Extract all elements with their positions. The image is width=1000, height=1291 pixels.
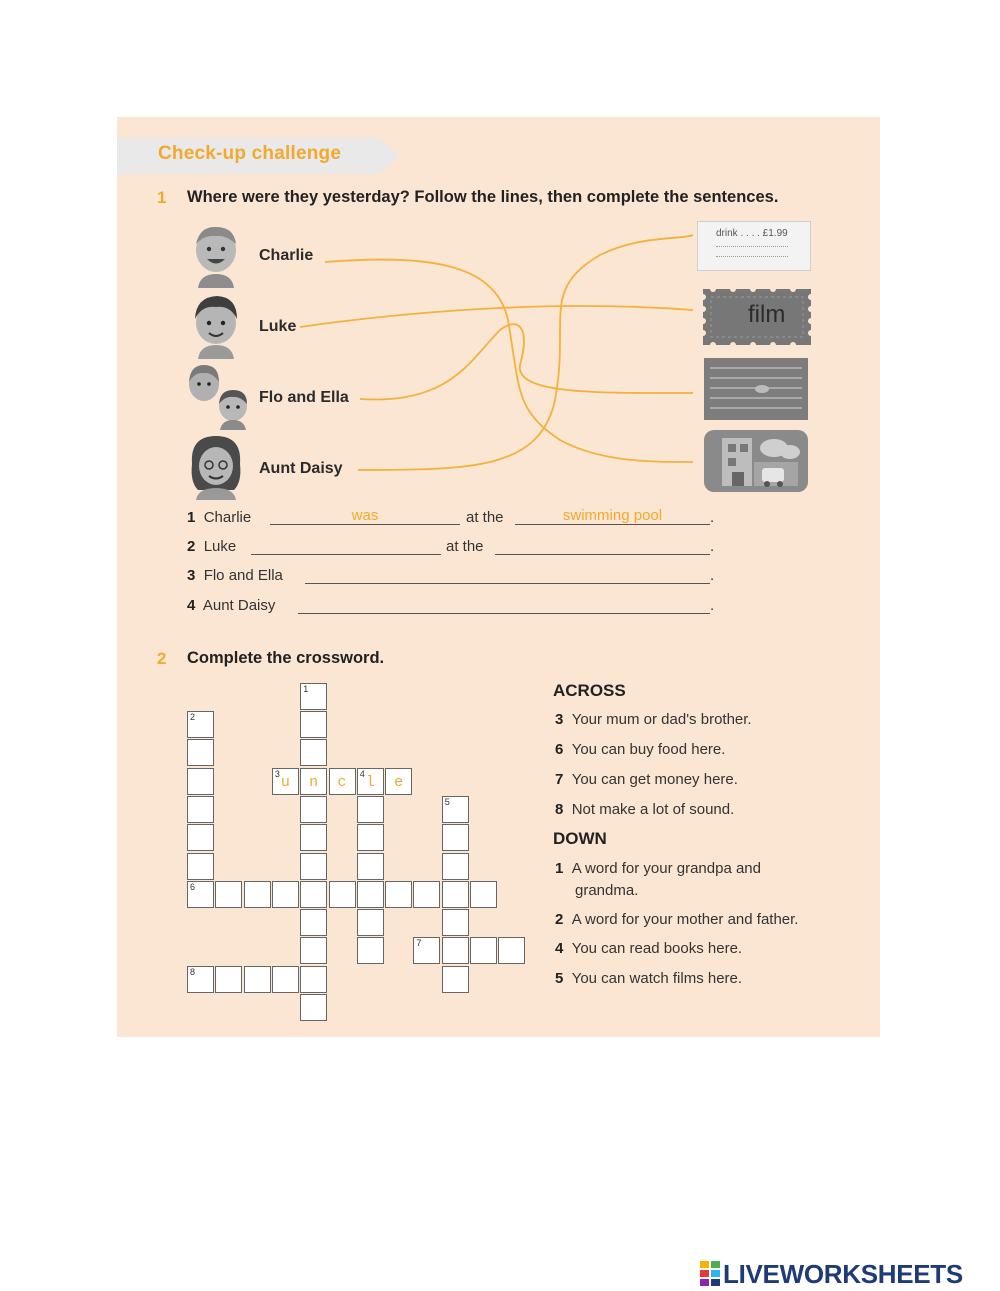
sentence-3-end: . — [710, 567, 715, 584]
crossword-letter: c — [337, 773, 347, 791]
sentence-1-blank-verb[interactable] — [270, 524, 460, 525]
clue-down-1 — [555, 860, 761, 877]
crossword-cell[interactable] — [244, 881, 271, 908]
crossword-cell[interactable] — [413, 937, 440, 964]
crossword-cell[interactable] — [215, 966, 242, 993]
sentence-4-end: . — [710, 597, 715, 614]
crossword-cell[interactable] — [300, 853, 327, 880]
line-charlie — [325, 260, 693, 462]
sentence-2-subject: Luke — [203, 538, 237, 555]
crossword-cell[interactable] — [300, 824, 327, 851]
sentence-1-end: . — [710, 509, 715, 526]
crossword-cell[interactable] — [329, 768, 356, 795]
exercise-1-instruction: Where were they yesterday? Follow the lines, then complete the sentences. — [187, 188, 779, 206]
crossword-cell[interactable] — [385, 881, 412, 908]
sentence-2-number: 2 — [187, 538, 196, 555]
clue-across-8-number: 8 — [555, 801, 564, 818]
crossword-cell[interactable] — [300, 683, 327, 710]
crossword-cell[interactable] — [357, 881, 384, 908]
crossword-cell-number: 6 — [190, 881, 196, 892]
brand-name: LIVEWORKSHEETS — [723, 1259, 963, 1289]
crossword-cell[interactable] — [329, 881, 356, 908]
crossword-letter: u — [280, 773, 290, 791]
exercise-2-number: 2 — [157, 649, 167, 668]
crossword-letter: n — [309, 773, 319, 791]
sentence-4-blank[interactable] — [298, 613, 710, 614]
clue-across-6 — [555, 741, 725, 758]
crossword-cell[interactable] — [187, 796, 214, 823]
crossword-cell-number: 3 — [274, 768, 280, 779]
clue-down-5-text: You can watch films here. — [571, 970, 743, 987]
exercise-1-number: 1 — [157, 188, 167, 207]
clue-down-1-text-line2: grandma. — [575, 882, 639, 899]
sentence-2-blank-verb[interactable] — [251, 554, 441, 555]
crossword-cell[interactable] — [442, 796, 469, 823]
crossword-cell[interactable] — [300, 994, 327, 1021]
crossword-cell[interactable] — [272, 966, 299, 993]
sentence-3-blank[interactable] — [305, 583, 710, 584]
crossword-cell[interactable] — [187, 768, 214, 795]
sentence-4 — [187, 597, 275, 614]
clue-across-7-number: 7 — [555, 771, 564, 788]
crossword-cell[interactable] — [187, 824, 214, 851]
crossword-cell[interactable] — [300, 937, 327, 964]
matching-lines — [0, 0, 1000, 520]
crossword-cell[interactable] — [357, 853, 384, 880]
sentence-1-subject: Charlie — [203, 509, 252, 526]
crossword-cell[interactable] — [498, 937, 525, 964]
sentence-1-number: 1 — [187, 509, 196, 526]
crossword-cell[interactable] — [187, 966, 214, 993]
clue-down-1-text: A word for your grandpa and — [571, 860, 761, 877]
clue-across-3 — [555, 711, 752, 728]
clue-across-3-text: Your mum or dad's brother. — [571, 711, 752, 728]
clue-down-2-text: A word for your mother and father. — [571, 911, 799, 928]
crossword-cell[interactable] — [187, 711, 214, 738]
menu-text: drink . . . . £1.99 — [716, 228, 788, 239]
film-label: film — [748, 301, 786, 328]
crossword-cell[interactable] — [442, 824, 469, 851]
crossword-cell-number: 2 — [190, 712, 196, 722]
logo-icon — [700, 1261, 720, 1287]
clue-down-2-number: 2 — [555, 911, 564, 928]
crossword-cell[interactable] — [442, 853, 469, 880]
crossword-cell[interactable] — [187, 853, 214, 880]
crossword-cell[interactable] — [442, 937, 469, 964]
person-name-luke: Luke — [259, 318, 297, 335]
crossword-cell[interactable] — [357, 937, 384, 964]
clue-across-7 — [555, 771, 738, 788]
clue-down-4-text: You can read books here. — [571, 940, 743, 957]
sentence-1-verb-answer: was — [351, 507, 379, 524]
crossword-cell[interactable] — [300, 739, 327, 766]
crossword-cell[interactable] — [442, 909, 469, 936]
crossword-cell[interactable] — [300, 711, 327, 738]
clue-across-6-text: You can buy food here. — [571, 741, 726, 758]
sentence-2-blank-place[interactable] — [495, 554, 710, 555]
page-title: Check-up challenge — [158, 143, 342, 164]
crossword-cell[interactable] — [470, 937, 497, 964]
line-aunt-daisy — [358, 235, 693, 470]
crossword-cell[interactable] — [215, 881, 242, 908]
bank-building-image — [704, 430, 808, 492]
crossword-cell[interactable] — [300, 881, 327, 908]
crossword-cell[interactable] — [442, 881, 469, 908]
crossword-cell-number: 1 — [303, 683, 309, 694]
person-name-charlie: Charlie — [259, 247, 314, 264]
clue-down-4 — [555, 940, 742, 957]
exercise-2-instruction: Complete the crossword. — [187, 649, 385, 667]
clue-down-1-number: 1 — [555, 860, 564, 877]
sentence-3 — [187, 567, 283, 584]
crossword-cell[interactable] — [300, 909, 327, 936]
crossword-cell-number: 8 — [190, 966, 196, 977]
crossword-cell[interactable] — [300, 768, 327, 795]
sentence-3-number: 3 — [187, 567, 196, 584]
clue-across-6-number: 6 — [555, 741, 564, 758]
line-flo-and-ella — [360, 324, 693, 399]
crossword-cell[interactable] — [385, 768, 412, 795]
crossword-cell[interactable] — [357, 909, 384, 936]
crossword-cell[interactable] — [357, 796, 384, 823]
sentence-1 — [187, 509, 251, 526]
clue-across-3-number: 3 — [555, 711, 564, 728]
clue-across-8 — [555, 801, 734, 818]
crossword-cell[interactable] — [357, 824, 384, 851]
sentence-4-number: 4 — [187, 597, 196, 614]
sentence-3-subject: Flo and Ella — [203, 567, 283, 584]
clue-across-7-text: You can get money here. — [571, 771, 738, 788]
person-name-aunt-daisy: Aunt Daisy — [259, 460, 343, 477]
clue-down-5 — [555, 970, 742, 987]
cafe-menu-image — [697, 221, 811, 271]
down-heading: DOWN — [553, 829, 607, 848]
crossword-cell[interactable] — [442, 966, 469, 993]
crossword-cell[interactable] — [244, 966, 271, 993]
crossword-cell[interactable] — [272, 768, 299, 795]
crossword-cell-number: 7 — [416, 938, 422, 949]
swimming-pool-image — [704, 358, 808, 420]
across-heading: ACROSS — [553, 681, 626, 700]
crossword-cell[interactable] — [187, 881, 214, 908]
crossword-cell[interactable] — [357, 768, 384, 795]
crossword-cell-number: 5 — [444, 796, 450, 807]
crossword-cell[interactable] — [272, 881, 299, 908]
crossword-cell[interactable] — [300, 966, 327, 993]
crossword-letter: e — [394, 773, 404, 791]
sentence-2-at-the: at the — [446, 538, 484, 555]
crossword-cell-number: 4 — [359, 768, 365, 779]
clue-across-8-text: Not make a lot of sound. — [571, 801, 735, 818]
clue-down-5-number: 5 — [555, 970, 564, 987]
crossword-cell[interactable] — [413, 881, 440, 908]
crossword-cell[interactable] — [470, 881, 497, 908]
person-name-flo-and-ella: Flo and Ella — [259, 389, 349, 406]
line-luke — [300, 306, 693, 327]
sentence-1-at-the: at the — [466, 509, 504, 526]
sentence-2 — [187, 538, 236, 555]
sentence-4-subject: Aunt Daisy — [202, 597, 276, 614]
sentence-1-place-answer: swimming pool — [562, 507, 663, 524]
sentence-1-blank-place[interactable] — [515, 524, 710, 525]
clue-down-2 — [555, 911, 798, 928]
crossword-cell[interactable] — [187, 739, 214, 766]
clue-down-4-number: 4 — [555, 940, 564, 957]
crossword-cell[interactable] — [300, 796, 327, 823]
crossword-letter: l — [365, 773, 375, 791]
sentence-2-end: . — [710, 538, 715, 555]
